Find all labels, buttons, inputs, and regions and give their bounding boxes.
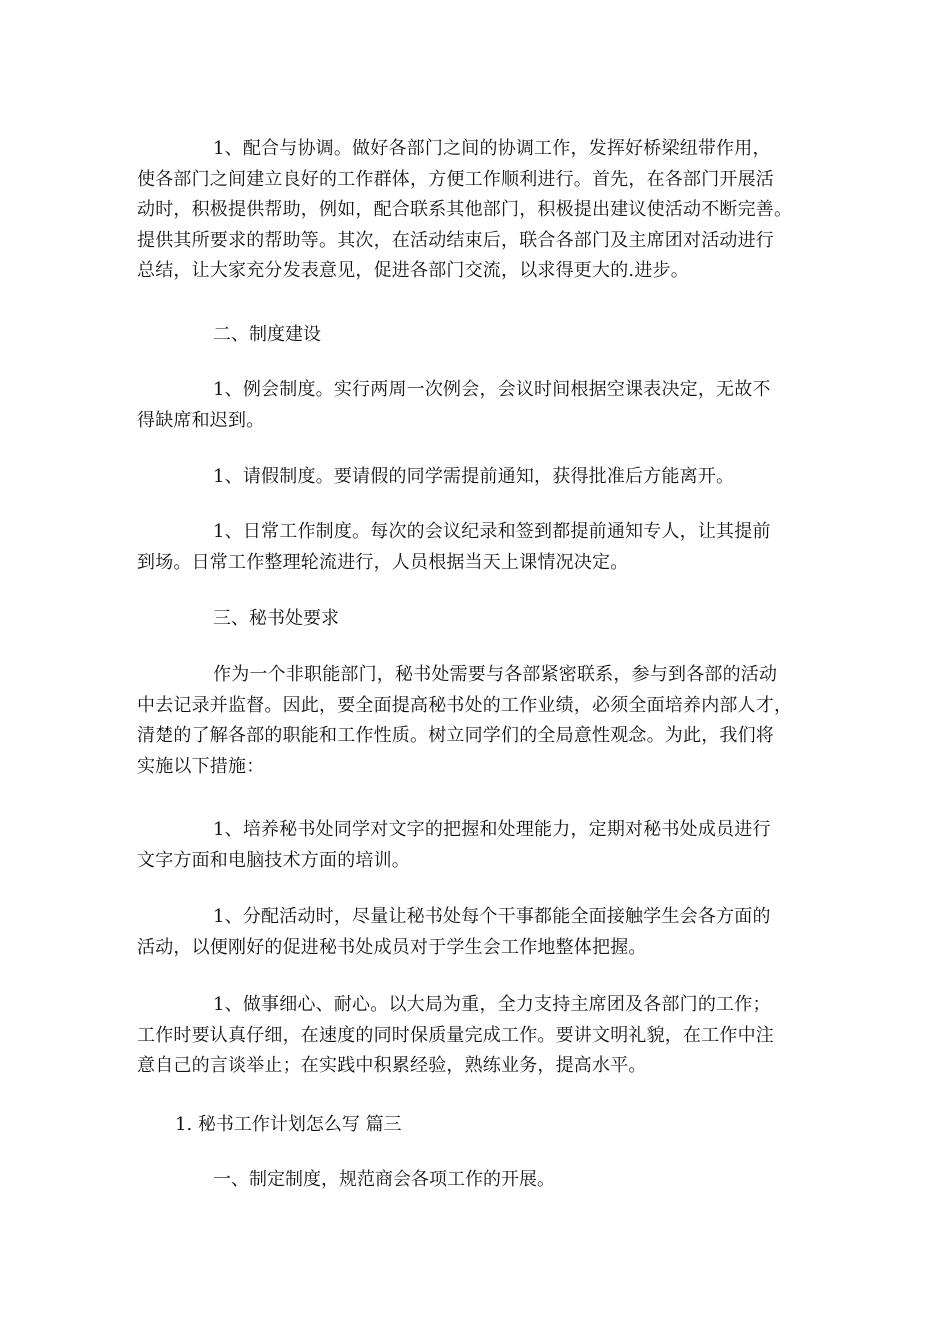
text-line: 得缺席和迟到。 — [137, 409, 265, 431]
text-line: 工作时要认真仔细，在速度的同时保质量完成工作。要讲文明礼貌，在工作中注 — [137, 1024, 774, 1046]
text-line: 活动，以便刚好的促进秘书处成员对于学生会工作地整体把握。 — [137, 936, 647, 958]
text-line: 1、分配活动时，尽量让秘书处每个干事都能全面接触学生会各方面的 — [213, 906, 771, 927]
paragraph-daily-work-system — [137, 517, 827, 578]
text-line: 使各部门之间建立良好的工作群体，方便工作顺利进行。首先，在各部门开展活 — [137, 168, 774, 190]
text-line: 作为一个非职能部门，秘书处需要与各部紧密联系，参与到各部的活动 — [213, 664, 778, 685]
paragraph-activity-assignment — [137, 902, 827, 963]
paragraph-leave-system — [137, 462, 827, 493]
text-line: 1、培养秘书处同学对文字的把握和处理能力，定期对秘书处成员进行 — [213, 819, 771, 840]
text-line: 1、配合与协调。做好各部门之间的协调工作，发挥好桥梁纽带作用， — [213, 138, 771, 159]
text-line: 1、做事细心、耐心。以大局为重，全力支持主席团及各部门的工作； — [213, 994, 771, 1015]
text-line: 动时，积极提供帮助，例如，配合联系其他部门，积极提出建议使活动不断完善。 — [137, 199, 793, 220]
paragraph-coordination — [137, 134, 827, 287]
text-line: 1、请假制度。要请假的同学需提前通知，获得批准后方能离开。 — [213, 466, 735, 487]
section-heading-establish-rules: 一、制定制度，规范商会各项工作的开展。 — [213, 1169, 555, 1190]
paragraph-work-attitude — [137, 990, 827, 1082]
section-heading-secretariat: 三、秘书处要求 — [213, 608, 339, 629]
text-line: 1、例会制度。实行两周一次例会，会议时间根据空课表决定，无故不 — [213, 379, 771, 400]
paragraph-meeting-system — [137, 375, 827, 436]
text-line: 实施以下措施： — [137, 755, 265, 777]
text-line: 中去记录并监督。因此，要全面提高秘书处的工作业绩，必须全面培养内部人才， — [137, 694, 793, 716]
text-line: 1、日常工作制度。每次的会议纪录和签到都提前通知专人，让其提前 — [213, 521, 771, 542]
text-line: 意自己的言谈举止；在实践中积累经验，熟练业务，提高水平。 — [137, 1055, 647, 1076]
text-line: 文字方面和电脑技术方面的培训。 — [137, 849, 410, 871]
text-line: 总结，让大家充分发表意见，促进各部门交流，以求得更大的.进步。 — [137, 260, 689, 281]
text-line: 到场。日常工作整理轮流进行，人员根据当天上课情况决定。 — [137, 551, 629, 573]
paragraph-secretariat-intro — [137, 660, 827, 782]
text-line: 提供其所要求的帮助等。其次，在活动结束后，联合各部门及主席团对活动进行 — [137, 229, 774, 251]
section-heading-system: 二、制度建设 — [213, 324, 321, 345]
text-line: 清楚的了解各部的职能和工作性质。树立同学们的全局意性观念。为此，我们将 — [137, 725, 774, 746]
paragraph-training — [137, 815, 827, 876]
section-title-part-three: 1. 秘书工作计划怎么写 篇三 — [175, 1114, 402, 1135]
